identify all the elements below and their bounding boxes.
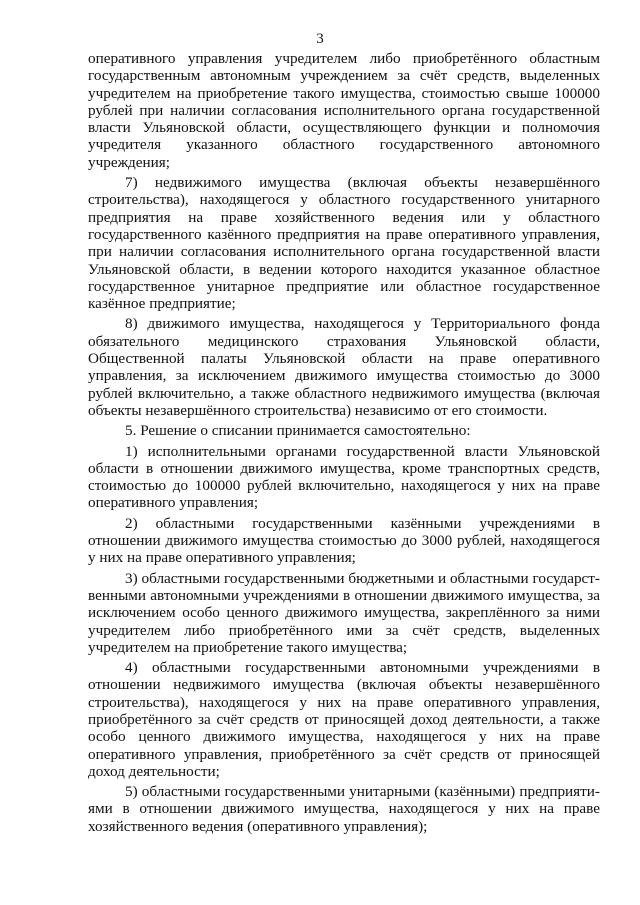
paragraph-subitem-2: 2) областными государственными казёнными учреждениями в отношении движимого имущества стоимостью до 3000 рублей, находящегося у них на праве оперативного управления;	[88, 514, 600, 567]
paragraph-subitem-5: 5) областными государственными унитарными (казёнными) предприяти-ями в отношении движимого имущества, находящегося у них на праве хозяйственного ведения (оперативного управления);	[88, 783, 600, 835]
document-body	[88, 50, 600, 838]
paragraph-subitem-4: 4) областными государственными автономными учреждениями в отношении недвижимого имущества (включая объекты незавершённого строительства), находящегося у них на праве оперативного управления, приобретённого за счёт средств от приносящей доход деятельности, а также особо ценного движимого имущества, находящегося у них на праве оперативного управления, приобретённого за счёт средств от приносящей доход деятельности;	[88, 659, 600, 780]
paragraph-item-8: 8) движимого имущества, находящегося у Территориального фонда обязательного медицинского страхования Ульяновской области, Общественной палаты Ульяновской области на праве оперативного управления, за исключением движимого имущества стоимостью до 3000 рублей включительно, а также областного недвижимого имущества (включая объекты незавершённого строительства) независимо от его стоимости.	[88, 315, 600, 419]
paragraph-subitem-3: 3) областными государственными бюджетными и областными государст-венными автономными учреждениями в отношении движимого имущества, за исключением особо ценного движимого имущества, закреплённого за ними учредителем либо приобретённого ими за счёт средств, выделенных учредителем на приобретение такого имущества;	[88, 569, 600, 656]
paragraph-subitem-1: 1) исполнительными органами государственной власти Ульяновской области в отношении движимого имущества, кроме транспортных средств, стоимостью до 100000 рублей включительно, находящегося у них на праве оперативного управления;	[88, 442, 600, 512]
page-number: 3	[316, 31, 324, 47]
paragraph-section-5: 5. Решение о списании принимается самостоятельно:	[125, 422, 471, 440]
paragraph-continuation: оперативного управления учредителем либо приобретённого областным государственным автономным учреждением за счёт средств, выделенных учредителем на приобретение такого имущества, стоимостью свыше 100000 рублей при наличии согласования исполнительного органа государственной власти Ульяновской области, осуществляющего функции и полномочия учредителя указанного областного государственного автономного учреждения;	[88, 50, 600, 171]
paragraph-item-7: 7) недвижимого имущества (включая объекты незавершённого строительства), находящегося у областного государственного унитарного предприятия на праве хозяйственного ведения или у областного государственного казённого предприятия на праве оперативного управления, при наличии согласования исполнительного органа государственной власти Ульяновской области, в ведении которого находится указанное областное государственное унитарное предприятие или областное государственное казённое предприятие;	[88, 174, 600, 313]
